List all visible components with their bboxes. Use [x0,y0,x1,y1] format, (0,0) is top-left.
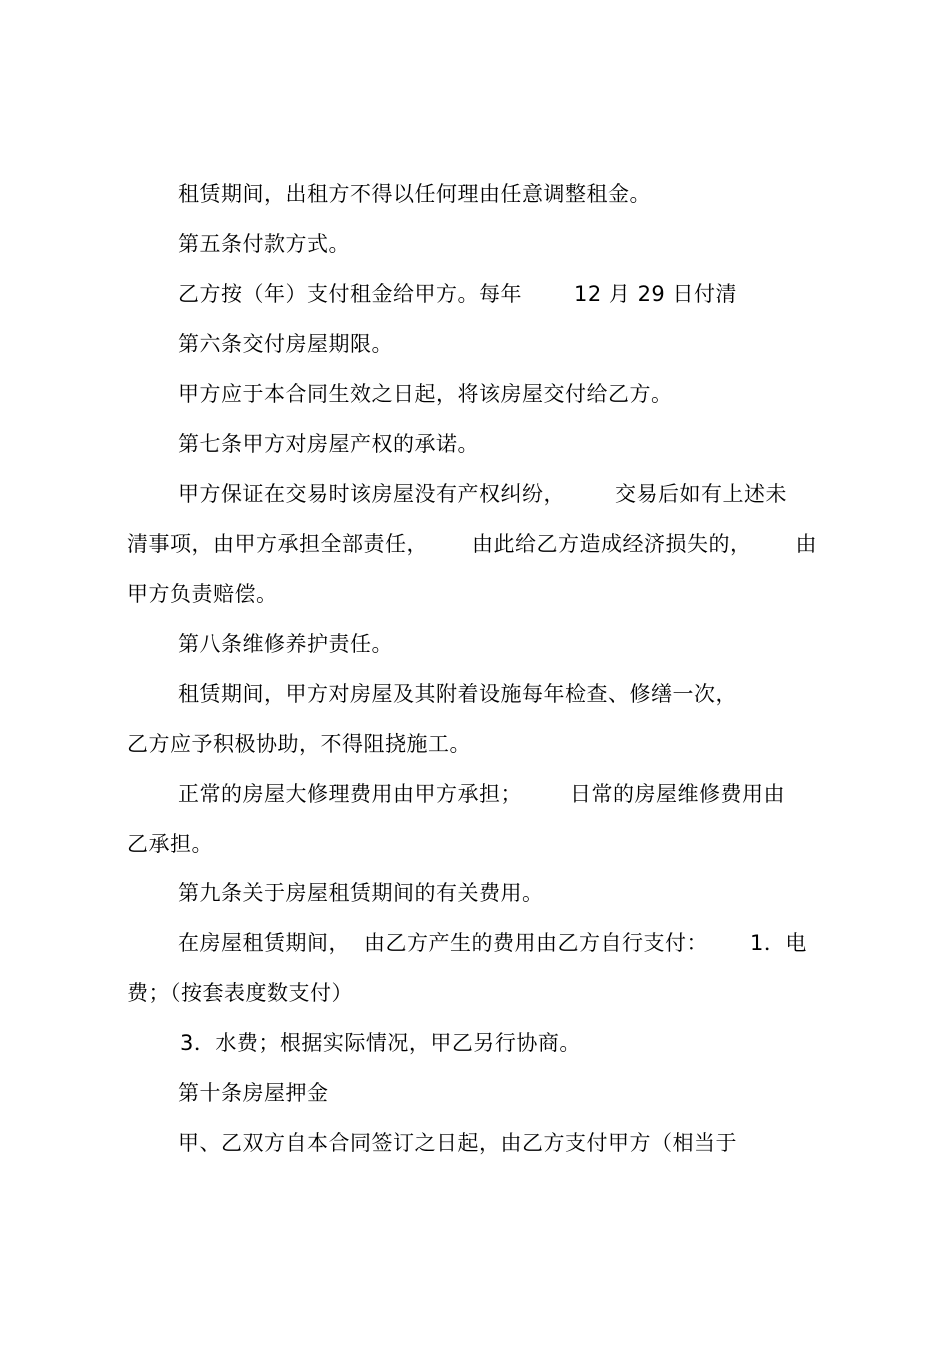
article-heading: 第九条关于房屋租赁期间的有关费用。 [178,881,544,905]
article-heading: 第五条付款方式。 [178,232,350,256]
text-line: 费；（按套表度数支付） [127,981,353,1005]
text-line: 租赁期间，出租方不得以任何理由任意调整租金。 [178,182,651,206]
text-segment: 1．电 [750,931,807,955]
text-segment: 日常的房屋维修费用由 [570,782,785,806]
text-line [178,481,787,507]
text-line: 甲、乙双方自本合同签订之日起，由乙方支付甲方（相当于 [178,1131,737,1155]
text-line: 甲方负责赔偿。 [127,582,278,606]
text-line: 乙方应予积极协助，不得阻挠施工。 [127,732,471,756]
text-segment: 交易后如有上述未 [615,482,787,506]
article-heading: 第七条甲方对房屋产权的承诺。 [178,432,479,456]
text-segment: 由此给乙方造成经济损失的， [472,532,752,556]
text-line [178,281,737,307]
article-heading: 第十条房屋押金 [178,1081,329,1105]
article-heading: 第八条维修养护责任。 [178,632,393,656]
text-segment: 由乙方产生的费用由乙方自行支付： [364,931,708,955]
text-line: 乙承担。 [127,832,213,856]
text-line [178,930,807,956]
text-segment: 乙方按（年）支付租金给甲方。每年 [178,282,522,306]
text-segment: 在房屋租赁期间， [178,931,350,955]
text-line: 3．水费；根据实际情况，甲乙另行协商。 [180,1031,581,1055]
text-line: 租赁期间，甲方对房屋及其附着设施每年检查、修缮一次， [178,682,737,706]
text-line: 甲方应于本合同生效之日起，将该房屋交付给乙方。 [178,382,673,406]
text-segment: 由 [795,532,817,556]
text-segment: 甲方保证在交易时该房屋没有产权纠纷， [178,482,565,506]
text-segment: 正常的房屋大修理费用由甲方承担； [178,782,522,806]
text-segment: 清事项，由甲方承担全部责任， [127,532,428,556]
text-segment: 12 月 29 日付清 [574,282,737,306]
article-heading: 第六条交付房屋期限。 [178,332,393,356]
text-line [127,531,817,557]
text-line [178,781,785,807]
